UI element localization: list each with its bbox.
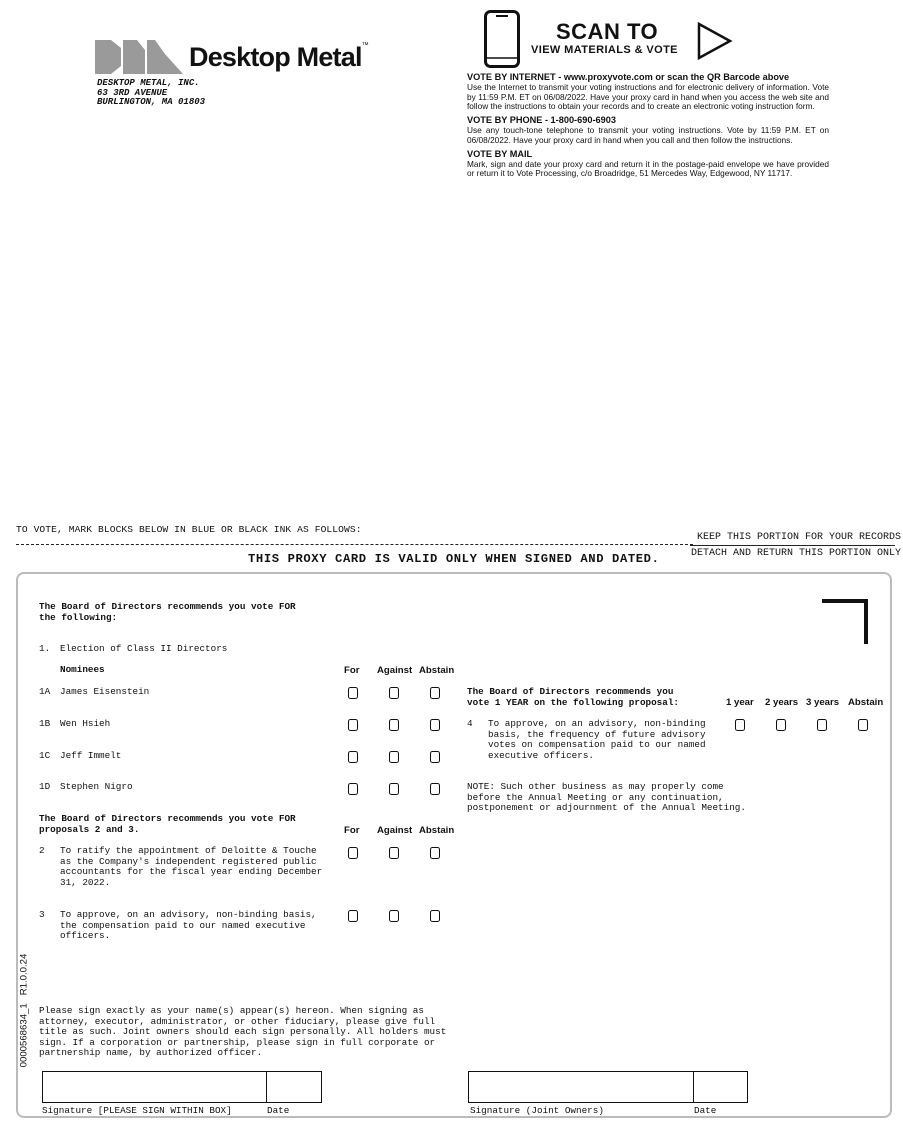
scan-subtitle: VIEW MATERIALS & VOTE [531, 44, 678, 56]
valid-only-notice: THIS PROXY CARD IS VALID ONLY WHEN SIGNED AND DATED. [248, 552, 660, 566]
checkbox-4-3years[interactable] [817, 719, 827, 731]
desktop-metal-logo-mark [95, 40, 183, 74]
proposal-number: 4 [467, 718, 473, 729]
nominees-label: Nominees [60, 664, 105, 675]
item1-label: Election of Class II Directors [60, 643, 228, 654]
nominee-name: Jeff Immelt [60, 750, 122, 761]
note-text: NOTE: Such other business as may properly come before the Annual Meeting or any continuation, postponement or adjournment of the Annual Meeting. [467, 781, 746, 813]
checkbox-1b-for[interactable] [348, 719, 358, 731]
side-document-code: 0000568634_1 R1.0.0.24 [18, 953, 30, 1068]
smartphone-icon [484, 10, 520, 68]
checkbox-1a-against[interactable] [389, 687, 399, 699]
col-header-2-years: 2 years [765, 697, 799, 708]
checkbox-1a-for[interactable] [348, 687, 358, 699]
vote-phone-body: Use any touch-tone telephone to transmit your voting instructions. Vote by 11:59 P.M. ET on 06/08/2022. Have your proxy card in hand when you call and then follow the instructions. [467, 125, 829, 145]
col-header-against: Against [377, 825, 413, 836]
nominee-name: Stephen Nigro [60, 781, 133, 792]
checkbox-2-abstain[interactable] [430, 847, 440, 859]
nominee-id: 1A [39, 686, 51, 697]
joint-date-label: Date [694, 1105, 717, 1116]
checkbox-3-abstain[interactable] [430, 910, 440, 922]
col-header-abstain: Abstain [848, 697, 884, 708]
col-header-against: Against [377, 665, 413, 676]
checkbox-2-for[interactable] [348, 847, 358, 859]
col-header-1-year: 1 year [726, 697, 754, 708]
checkbox-1a-abstain[interactable] [430, 687, 440, 699]
checkbox-1d-against[interactable] [389, 783, 399, 795]
checkbox-3-against[interactable] [389, 910, 399, 922]
vote-mail-body: Mark, sign and date your proxy card and return it in the postage-paid envelope we have provided or return it to Vote Processing, c/o Broadridge, 51 Mercedes Way, Edgewood, NY 11717. [467, 158, 829, 179]
signature-date-divider [266, 1071, 267, 1103]
checkbox-1c-against[interactable] [389, 751, 399, 763]
checkbox-4-2years[interactable] [776, 719, 786, 731]
nominee-id: 1C [39, 750, 51, 761]
scan-title: SCAN TO [556, 19, 659, 44]
checkbox-1c-for[interactable] [348, 751, 358, 763]
proposal-3-text: To approve, on an advisory, non-binding basis, the compensation paid to our named executive officers. [60, 909, 317, 941]
checkbox-2-against[interactable] [389, 847, 399, 859]
date-label: Date [267, 1105, 290, 1116]
joint-signature-date-divider [693, 1071, 694, 1103]
voting-methods [467, 72, 829, 179]
company-logo [95, 40, 395, 80]
checkbox-4-1year[interactable] [735, 719, 745, 731]
item1-number: 1. [39, 643, 51, 654]
detach-portion-label: DETACH AND RETURN THIS PORTION ONLY [691, 548, 902, 559]
col-header-3-years: 3 years [806, 697, 840, 708]
address-line: BURLINGTON, MA 01803 [97, 97, 206, 107]
joint-signature-box[interactable] [468, 1071, 748, 1103]
checkbox-1c-abstain[interactable] [430, 751, 440, 763]
col-header-for: For [344, 825, 360, 836]
col-header-abstain: Abstain [419, 665, 455, 676]
proposal-number: 2 [39, 845, 45, 856]
col-header-for: For [344, 665, 360, 676]
logo-wordmark [189, 42, 368, 73]
detach-dashed-line [16, 544, 693, 545]
checkbox-4-abstain[interactable] [858, 719, 868, 731]
checkbox-1d-for[interactable] [348, 783, 358, 795]
board-recommends-for-heading: The Board of Directors recommends you vote FOR the following: [39, 601, 296, 623]
address-line: 63 3RD AVENUE [97, 87, 168, 98]
board-recommends-proposals-heading: The Board of Directors recommends you vote FOR proposals 2 and 3. [39, 813, 296, 835]
nominee-name: James Eisenstein [60, 686, 150, 697]
proposal-2-text: To ratify the appointment of Deloitte & Touche as the Company's independent registered public accountants for the fiscal year ending December 31, 2022. [60, 845, 323, 888]
nominee-id: 1B [39, 718, 51, 729]
joint-signature-label: Signature (Joint Owners) [470, 1105, 604, 1116]
col-header-abstain: Abstain [419, 825, 455, 836]
signature-label: Signature [PLEASE SIGN WITHIN BOX] [42, 1105, 232, 1116]
signature-box[interactable] [42, 1071, 322, 1103]
play-arrow-icon [697, 22, 733, 60]
address-line: DESKTOP METAL, INC. [97, 78, 200, 88]
checkbox-1b-abstain[interactable] [430, 719, 440, 731]
vote-internet-heading: VOTE BY INTERNET - www.proxyvote.com or scan the QR Barcode above [467, 72, 790, 82]
vote-phone-heading: VOTE BY PHONE - 1-800-690-6903 [467, 115, 616, 126]
board-recommends-1year-heading: The Board of Directors recommends you vote 1 YEAR on the following proposal: [467, 686, 680, 708]
proposal-4-text: To approve, on an advisory, non-binding basis, the frequency of future advisory votes on compensation paid to our named executive officers. [488, 718, 706, 761]
nominee-name: Wen Hsieh [60, 718, 111, 729]
checkbox-1b-against[interactable] [389, 719, 399, 731]
company-address [97, 79, 205, 108]
mark-instructions: TO VOTE, MARK BLOCKS BELOW IN BLUE OR BLACK INK AS FOLLOWS: [16, 524, 362, 535]
logo-wordmark-text: Desktop Metal [189, 42, 362, 72]
nominee-id: 1D [39, 781, 51, 792]
checkbox-1d-abstain[interactable] [430, 783, 440, 795]
keep-portion-label: KEEP THIS PORTION FOR YOUR RECORDS [697, 532, 902, 543]
checkbox-3-for[interactable] [348, 910, 358, 922]
corner-registration-mark [822, 599, 868, 644]
keep-portion-underline [690, 545, 895, 546]
sign-instructions: Please sign exactly as your name(s) appear(s) hereon. When signing as attorney, executor, administrator, or other fiduciary, please give full title as such. Joint owners should each sign personally. All holders must sign. If a corporation or partnership, please sign in full corporate or partnership name, by authorized officer. [39, 1005, 447, 1058]
proposal-number: 3 [39, 909, 45, 920]
vote-mail-heading: VOTE BY MAIL [467, 148, 533, 159]
vote-internet-body: Use the Internet to transmit your voting instructions and for electronic delivery of information. Vote by 11:59 P.M. ET on 06/08/2022. Have your proxy card in hand when you access the web site and follow the instructions to obtain your records and to create an electronic voting instruction form. [467, 82, 829, 112]
trademark-symbol: ™ [361, 42, 368, 49]
